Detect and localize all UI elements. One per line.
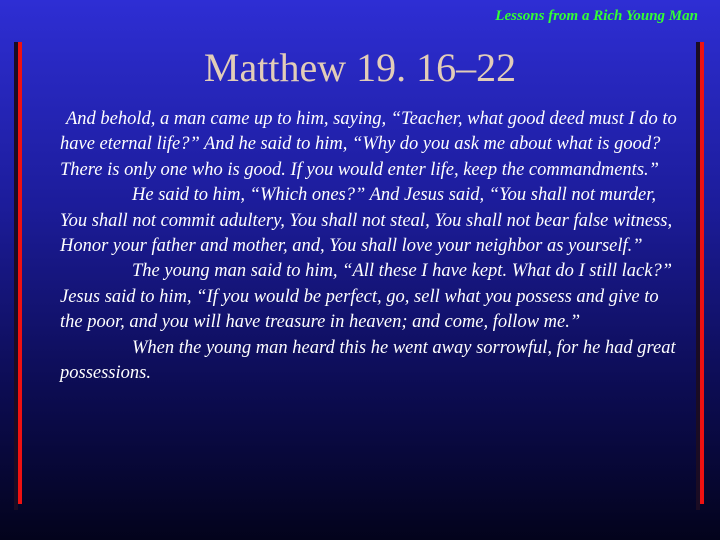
scripture-paragraph-3: The young man said to him, “All these I have kept. What do I still lack?” Jesus said to him, “If you would be perfect, go, sell what you possess and give to the poor, and you will have treasure in heaven; and come, follow me.” [60, 261, 673, 333]
left-accent-bar [18, 42, 22, 504]
scripture-paragraph-1: And behold, a man came up to him, saying, “Teacher, what good deed must I do to have eternal life?” And he said to him, “Why do you ask me about what is good? There is only one who is good. If you would enter life, keep the commandments.” [60, 109, 677, 180]
right-accent-bar [700, 42, 704, 504]
scripture-body [60, 107, 680, 386]
slide-title: Matthew 19. 16–22 [203, 45, 517, 90]
scripture-paragraph-4: When the young man heard this he went away sorrowful, for he had great possessions. [60, 337, 676, 384]
slide-header: Lessons from a Rich Young Man [495, 8, 698, 24]
scripture-paragraph-2: He said to him, “Which ones?” And Jesus said, “You shall not murder, You shall not commit adultery, You shall not steal, You shall not bear false witness, Honor your father and mother, and, You shall love your neighbor as yourself.” [60, 185, 673, 257]
